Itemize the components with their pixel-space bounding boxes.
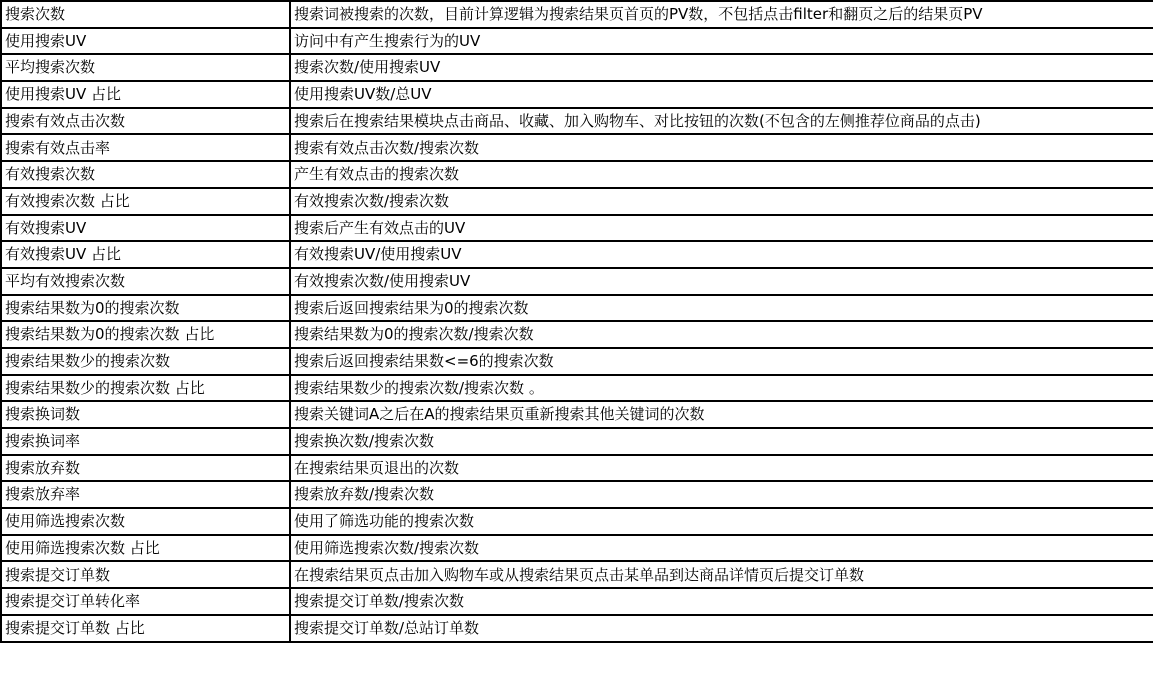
term-cell: 有效搜索UV 占比 [1, 241, 290, 268]
term-cell: 有效搜索UV [1, 215, 290, 242]
table-row [1, 188, 1153, 215]
definition-cell: 搜索后返回搜索结果数<=6的搜索次数 [290, 348, 1153, 375]
definition-cell: 有效搜索UV/使用搜索UV [290, 241, 1153, 268]
term-cell: 搜索放弃率 [1, 481, 290, 508]
definition-cell: 搜索结果数为0的搜索次数/搜索次数 [290, 321, 1153, 348]
table-row [1, 215, 1153, 242]
table-row [1, 54, 1153, 81]
definition-cell: 搜索提交订单数/总站订单数 [290, 615, 1153, 642]
definition-cell: 搜索关键词A之后在A的搜索结果页重新搜索其他关键词的次数 [290, 401, 1153, 428]
table-row [1, 401, 1153, 428]
term-cell: 使用搜索UV [1, 28, 290, 55]
table-row [1, 241, 1153, 268]
term-cell: 平均搜索次数 [1, 54, 290, 81]
table-row [1, 28, 1153, 55]
definition-cell: 有效搜索次数/使用搜索UV [290, 268, 1153, 295]
definition-cell: 搜索词被搜索的次数，目前计算逻辑为搜索结果页首页的PV数，不包括点击filter和翻页之后的结果页PV [290, 1, 1153, 28]
table-row [1, 348, 1153, 375]
table-row [1, 321, 1153, 348]
term-cell: 搜索提交订单数 [1, 561, 290, 588]
term-cell: 搜索放弃数 [1, 455, 290, 482]
table-row [1, 375, 1153, 402]
table-row [1, 268, 1153, 295]
term-cell: 搜索提交订单数 占比 [1, 615, 290, 642]
term-cell: 使用筛选搜索次数 占比 [1, 535, 290, 562]
term-cell: 搜索结果数为0的搜索次数 [1, 295, 290, 322]
term-cell: 搜索提交订单转化率 [1, 588, 290, 615]
table-row [1, 295, 1153, 322]
definition-cell: 访问中有产生搜索行为的UV [290, 28, 1153, 55]
table-row [1, 1, 1153, 28]
definition-cell: 使用了筛选功能的搜索次数 [290, 508, 1153, 535]
table-row [1, 615, 1153, 642]
table-row [1, 508, 1153, 535]
table-row [1, 481, 1153, 508]
definition-cell: 搜索后返回搜索结果为0的搜索次数 [290, 295, 1153, 322]
definition-cell: 搜索换次数/搜索次数 [290, 428, 1153, 455]
definition-cell: 搜索次数/使用搜索UV [290, 54, 1153, 81]
definition-cell: 搜索提交订单数/搜索次数 [290, 588, 1153, 615]
definition-cell: 使用筛选搜索次数/搜索次数 [290, 535, 1153, 562]
definition-cell: 搜索有效点击次数/搜索次数 [290, 134, 1153, 161]
term-cell: 搜索结果数少的搜索次数 [1, 348, 290, 375]
term-cell: 有效搜索次数 [1, 161, 290, 188]
definition-table-body [1, 1, 1153, 642]
term-cell: 使用搜索UV 占比 [1, 81, 290, 108]
table-row [1, 134, 1153, 161]
definition-cell: 使用搜索UV数/总UV [290, 81, 1153, 108]
table-row [1, 428, 1153, 455]
definition-cell: 搜索放弃数/搜索次数 [290, 481, 1153, 508]
term-cell: 搜索结果数为0的搜索次数 占比 [1, 321, 290, 348]
definition-cell: 产生有效点击的搜索次数 [290, 161, 1153, 188]
definition-cell: 搜索后在搜索结果模块点击商品、收藏、加入购物车、对比按钮的次数(不包含的左侧推荐位商品的点击) [290, 108, 1153, 135]
term-cell: 搜索次数 [1, 1, 290, 28]
definition-cell: 搜索结果数少的搜索次数/搜索次数 。 [290, 375, 1153, 402]
definition-cell: 有效搜索次数/搜索次数 [290, 188, 1153, 215]
term-cell: 有效搜索次数 占比 [1, 188, 290, 215]
term-cell: 搜索有效点击率 [1, 134, 290, 161]
definition-cell: 在搜索结果页点击加入购物车或从搜索结果页点击某单品到达商品详情页后提交订单数 [290, 561, 1153, 588]
table-row [1, 161, 1153, 188]
definition-cell: 搜索后产生有效点击的UV [290, 215, 1153, 242]
table-row [1, 108, 1153, 135]
table-row [1, 81, 1153, 108]
term-cell: 搜索有效点击次数 [1, 108, 290, 135]
table-row [1, 588, 1153, 615]
definition-cell: 在搜索结果页退出的次数 [290, 455, 1153, 482]
term-cell: 搜索结果数少的搜索次数 占比 [1, 375, 290, 402]
term-cell: 平均有效搜索次数 [1, 268, 290, 295]
term-cell: 使用筛选搜索次数 [1, 508, 290, 535]
table-row [1, 455, 1153, 482]
term-cell: 搜索换词数 [1, 401, 290, 428]
table-row [1, 561, 1153, 588]
table-row [1, 535, 1153, 562]
term-cell: 搜索换词率 [1, 428, 290, 455]
